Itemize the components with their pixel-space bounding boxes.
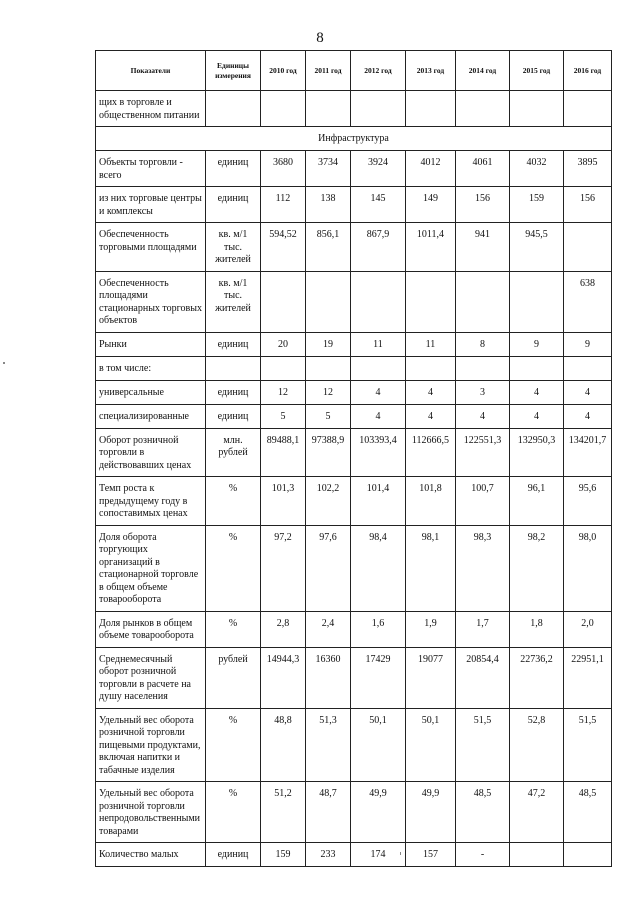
value-cell: 4012 — [406, 151, 456, 187]
value-cell — [351, 356, 406, 380]
value-cell: 49,9 — [351, 782, 406, 843]
value-cell: 19 — [306, 332, 351, 356]
value-cell: 51,5 — [456, 708, 510, 782]
table-row — [96, 151, 612, 187]
indicator-cell: Доля оборота торгующих организаций в стационарной торговле в общем объеме товарооборота — [96, 525, 206, 611]
value-cell: 1,6 — [351, 611, 406, 647]
table-row — [96, 611, 612, 647]
unit-cell: % — [206, 708, 261, 782]
value-cell: 48,7 — [306, 782, 351, 843]
value-cell: 9 — [564, 332, 612, 356]
value-cell: 102,2 — [306, 477, 351, 526]
value-cell: 1011,4 — [406, 223, 456, 272]
value-cell: 14944,3 — [261, 647, 306, 708]
indicator-cell: Рынки — [96, 332, 206, 356]
value-cell: 174 — [351, 843, 406, 867]
header-cell: 2010 год — [261, 51, 306, 91]
value-cell: 22736,2 — [510, 647, 564, 708]
unit-cell — [206, 91, 261, 127]
value-cell: 4 — [510, 404, 564, 428]
value-cell: 19077 — [406, 647, 456, 708]
table-row — [96, 843, 612, 867]
value-cell: 101,4 — [351, 477, 406, 526]
header-cell: 2012 год — [351, 51, 406, 91]
value-cell: 47,2 — [510, 782, 564, 843]
indicator-cell: Количество малых — [96, 843, 206, 867]
unit-cell: единиц — [206, 404, 261, 428]
value-cell: 3895 — [564, 151, 612, 187]
value-cell: 98,1 — [406, 525, 456, 611]
unit-cell: рублей — [206, 647, 261, 708]
value-cell — [510, 356, 564, 380]
header-cell: 2014 год — [456, 51, 510, 91]
value-cell: 48,5 — [564, 782, 612, 843]
table-row — [96, 380, 612, 404]
table-header-row — [96, 51, 612, 91]
value-cell: 11 — [406, 332, 456, 356]
value-cell: 4 — [351, 404, 406, 428]
value-cell: - — [456, 843, 510, 867]
value-cell — [510, 843, 564, 867]
value-cell: 941 — [456, 223, 510, 272]
value-cell: 4 — [456, 404, 510, 428]
value-cell: 1,8 — [510, 611, 564, 647]
value-cell: 4 — [351, 380, 406, 404]
indicator-cell: Обеспеченность торговыми площадями — [96, 223, 206, 272]
value-cell — [306, 271, 351, 332]
header-cell: 2013 год — [406, 51, 456, 91]
indicator-cell: Удельный вес оборота розничной торговли пищевыми продуктами, включая напитки и табачные изделия — [96, 708, 206, 782]
unit-cell: единиц — [206, 380, 261, 404]
value-cell: 98,2 — [510, 525, 564, 611]
value-cell: 138 — [306, 187, 351, 223]
value-cell: 11 — [351, 332, 406, 356]
value-cell: 98,4 — [351, 525, 406, 611]
value-cell: 159 — [261, 843, 306, 867]
value-cell — [456, 356, 510, 380]
value-cell: 12 — [306, 380, 351, 404]
value-cell: 156 — [456, 187, 510, 223]
section-row — [96, 127, 612, 151]
value-cell: 2,8 — [261, 611, 306, 647]
value-cell: 856,1 — [306, 223, 351, 272]
value-cell: 8 — [456, 332, 510, 356]
table-row — [96, 187, 612, 223]
value-cell: 52,8 — [510, 708, 564, 782]
header-cell: Единицы измерения — [206, 51, 261, 91]
value-cell — [261, 271, 306, 332]
value-cell: 12 — [261, 380, 306, 404]
indicator-cell: Среднемесячный оборот розничной торговли в расчете на душу населения — [96, 647, 206, 708]
value-cell — [351, 271, 406, 332]
value-cell: 97,2 — [261, 525, 306, 611]
value-cell — [564, 223, 612, 272]
value-cell: 638 — [564, 271, 612, 332]
table-row — [96, 404, 612, 428]
value-cell — [406, 91, 456, 127]
value-cell: 97388,9 — [306, 428, 351, 477]
header-cell: 2016 год — [564, 51, 612, 91]
unit-cell: кв. м/1 тыс. жителей — [206, 271, 261, 332]
value-cell: 3 — [456, 380, 510, 404]
table-row — [96, 782, 612, 843]
indicator-cell: Оборот розничной торговли в действовавших ценах — [96, 428, 206, 477]
value-cell — [564, 91, 612, 127]
value-cell: 4061 — [456, 151, 510, 187]
indicator-cell: Доля рынков в общем объеме товарооборота — [96, 611, 206, 647]
scan-mark — [400, 852, 401, 855]
value-cell — [351, 91, 406, 127]
value-cell: 103393,4 — [351, 428, 406, 477]
value-cell: 16360 — [306, 647, 351, 708]
value-cell: 159 — [510, 187, 564, 223]
value-cell — [510, 271, 564, 332]
value-cell: 101,8 — [406, 477, 456, 526]
indicator-cell: Темп роста к предыдущему году в сопоставимых ценах — [96, 477, 206, 526]
value-cell — [406, 356, 456, 380]
value-cell — [564, 356, 612, 380]
indicator-cell: из них торговые центры и комплексы — [96, 187, 206, 223]
value-cell — [564, 843, 612, 867]
value-cell: 50,1 — [406, 708, 456, 782]
value-cell: 112666,5 — [406, 428, 456, 477]
value-cell: 5 — [306, 404, 351, 428]
value-cell: 1,9 — [406, 611, 456, 647]
value-cell: 101,3 — [261, 477, 306, 526]
value-cell: 98,0 — [564, 525, 612, 611]
value-cell: 945,5 — [510, 223, 564, 272]
value-cell: 4 — [564, 380, 612, 404]
value-cell: 51,2 — [261, 782, 306, 843]
table-body — [96, 91, 612, 867]
value-cell: 4 — [564, 404, 612, 428]
table-row — [96, 91, 612, 127]
value-cell: 51,5 — [564, 708, 612, 782]
value-cell: 20854,4 — [456, 647, 510, 708]
indicator-cell: универсальные — [96, 380, 206, 404]
value-cell: 4032 — [510, 151, 564, 187]
unit-cell — [206, 356, 261, 380]
table-row — [96, 332, 612, 356]
table-row — [96, 477, 612, 526]
value-cell: 48,5 — [456, 782, 510, 843]
value-cell: 22951,1 — [564, 647, 612, 708]
value-cell: 157 — [406, 843, 456, 867]
indicator-cell: специализированные — [96, 404, 206, 428]
header-cell: Показатели — [96, 51, 206, 91]
value-cell — [261, 356, 306, 380]
unit-cell: кв. м/1 тыс. жителей — [206, 223, 261, 272]
indicator-cell: в том числе: — [96, 356, 206, 380]
value-cell: 2,0 — [564, 611, 612, 647]
value-cell: 594,52 — [261, 223, 306, 272]
value-cell: 1,7 — [456, 611, 510, 647]
table-row — [96, 708, 612, 782]
section-heading: Инфраструктура — [96, 127, 612, 151]
value-cell — [510, 91, 564, 127]
value-cell: 95,6 — [564, 477, 612, 526]
value-cell: 145 — [351, 187, 406, 223]
value-cell: 89488,1 — [261, 428, 306, 477]
unit-cell: млн. рублей — [206, 428, 261, 477]
value-cell — [456, 271, 510, 332]
value-cell: 96,1 — [510, 477, 564, 526]
value-cell: 156 — [564, 187, 612, 223]
value-cell: 112 — [261, 187, 306, 223]
indicator-cell: Объекты торговли - всего — [96, 151, 206, 187]
value-cell: 51,3 — [306, 708, 351, 782]
value-cell: 132950,3 — [510, 428, 564, 477]
unit-cell: % — [206, 611, 261, 647]
value-cell — [261, 91, 306, 127]
value-cell: 98,3 — [456, 525, 510, 611]
value-cell: 3924 — [351, 151, 406, 187]
value-cell: 17429 — [351, 647, 406, 708]
value-cell: 122551,3 — [456, 428, 510, 477]
value-cell: 20 — [261, 332, 306, 356]
value-cell: 134201,7 — [564, 428, 612, 477]
value-cell — [306, 91, 351, 127]
header-cell: 2015 год — [510, 51, 564, 91]
value-cell: 149 — [406, 187, 456, 223]
table-row — [96, 647, 612, 708]
table-row — [96, 525, 612, 611]
indicator-cell: щих в торговле и общественном питании — [96, 91, 206, 127]
table-row — [96, 271, 612, 332]
value-cell: 50,1 — [351, 708, 406, 782]
value-cell: 233 — [306, 843, 351, 867]
value-cell: 4 — [406, 380, 456, 404]
unit-cell: единиц — [206, 332, 261, 356]
unit-cell: единиц — [206, 151, 261, 187]
indicator-cell: Удельный вес оборота розничной торговли непродовольственными товарами — [96, 782, 206, 843]
unit-cell: % — [206, 525, 261, 611]
value-cell: 3680 — [261, 151, 306, 187]
value-cell: 9 — [510, 332, 564, 356]
unit-cell: единиц — [206, 187, 261, 223]
table-row — [96, 223, 612, 272]
value-cell: 49,9 — [406, 782, 456, 843]
value-cell: 867,9 — [351, 223, 406, 272]
value-cell — [456, 91, 510, 127]
table-row — [96, 428, 612, 477]
unit-cell: единиц — [206, 843, 261, 867]
value-cell: 5 — [261, 404, 306, 428]
indicator-cell: Обеспеченность площадями стационарных торговых объектов — [96, 271, 206, 332]
header-cell: 2011 год — [306, 51, 351, 91]
value-cell: 48,8 — [261, 708, 306, 782]
value-cell: 4 — [406, 404, 456, 428]
value-cell: 97,6 — [306, 525, 351, 611]
value-cell: 2,4 — [306, 611, 351, 647]
statistics-table — [95, 50, 612, 867]
value-cell: 4 — [510, 380, 564, 404]
value-cell: 3734 — [306, 151, 351, 187]
value-cell — [306, 356, 351, 380]
page-number: 8 — [316, 30, 324, 46]
unit-cell: % — [206, 782, 261, 843]
scan-mark — [3, 362, 5, 364]
table-row — [96, 356, 612, 380]
unit-cell: % — [206, 477, 261, 526]
value-cell — [406, 271, 456, 332]
value-cell: 100,7 — [456, 477, 510, 526]
